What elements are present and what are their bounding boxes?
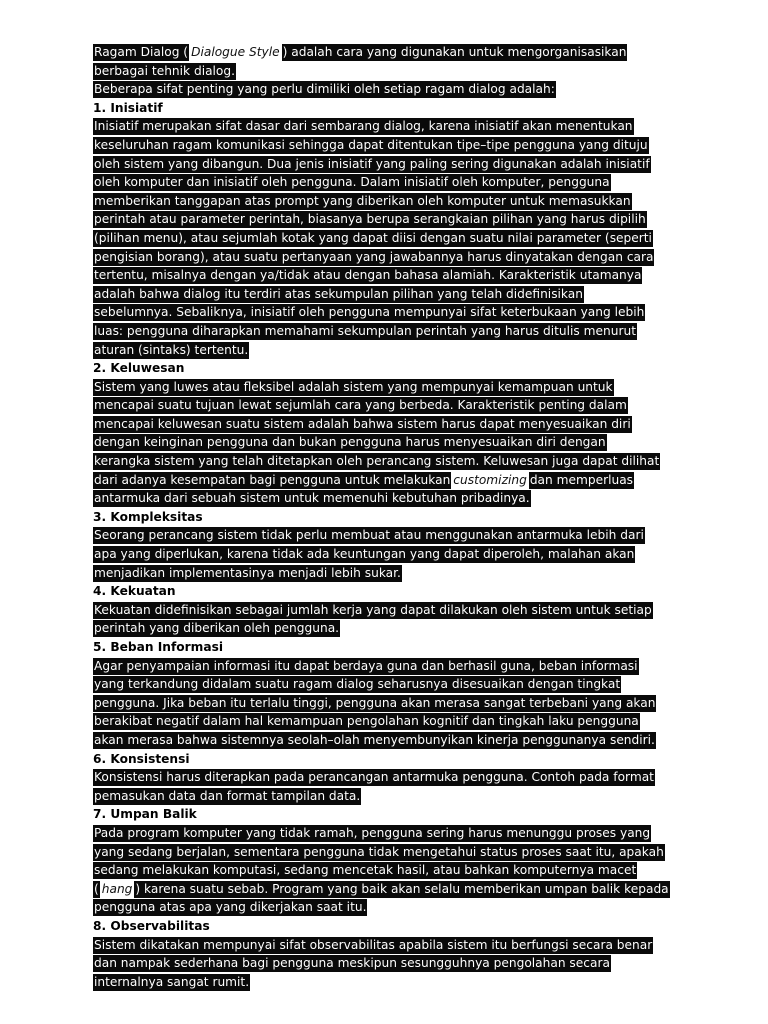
section-heading [93, 917, 673, 936]
paragraph-line [93, 731, 673, 750]
intro-text: Beberapa sifat penting yang perlu dimiliki oleh setiap ragam dialog adalah: [94, 82, 555, 97]
section-heading-text: 5. Beban Informasi [93, 640, 224, 654]
document-body [93, 43, 673, 991]
paragraph-text: pengisian borang), atau suatu pertanyaan yang jawabannya harus dinyatakan dengan cara [94, 249, 654, 264]
paragraph-text: keseluruhan ragam komunikasi sehingga dapat ditentukan tipe–tipe pengguna yang dituju [94, 137, 648, 152]
paragraph-line [93, 619, 673, 638]
intro-line [93, 62, 673, 81]
paragraph-line [93, 898, 673, 917]
intro-line [93, 43, 673, 62]
section-heading-text: 4. Kekuatan [93, 584, 176, 599]
paragraph-text: perintah atau parameter perintah, biasanya berupa serangkaian pilihan yang harus dipilih [94, 212, 646, 227]
paragraph-line [93, 880, 673, 899]
paragraph-text: sebelumnya. Sebaliknya, inisiatif oleh pengguna mempunyai sifat keterbukaan yang lebih [94, 305, 645, 320]
section-heading-text: 1. Inisiatif [93, 100, 163, 115]
paragraph-text: adalah bahwa dialog itu terdiri atas sekumpulan pilihan yang telah didefinisikan [94, 286, 583, 301]
paragraph-text: Sistem yang luwes atau fleksibel adalah sistem yang mempunyai kemampuan untuk [94, 379, 613, 394]
paragraph-line [93, 173, 673, 192]
paragraph-line [93, 155, 673, 174]
paragraph-text: berakibat negatif dalam hal kemampuan pengolahan kognitif dan tingkah laku pengguna [94, 714, 639, 729]
paragraph-text: dan nampak sederhana bagi pengguna meskipun sesungguhnya pengolahan secara [94, 956, 610, 971]
paragraph-text: tertentu, misalnya dengan ya/tidak atau dengan bahasa alamiah. Karakteristik utamanya [94, 268, 642, 283]
paragraph-line [93, 229, 673, 248]
paragraph-line [93, 266, 673, 285]
paragraph-text: oleh sistem yang dibangun. Dua jenis inisiatif yang paling sering digunakan adalah inisiatif [94, 156, 650, 171]
section-heading-text: 2. Keluwesan [93, 361, 185, 376]
paragraph-line [93, 526, 673, 545]
paragraph-line [93, 675, 673, 694]
section-heading [93, 805, 673, 824]
paragraph-line [93, 452, 673, 471]
paragraph-text: apa yang diperlukan, karena tidak ada keuntungan yang dapat diperoleh, malahan akan [94, 547, 635, 562]
paragraph-text: yang terkandung didalam suatu ragam dialog seharusnya disesuaikan dengan tingkat [94, 677, 621, 692]
paragraph-line [93, 433, 673, 452]
paragraph-text: dari adanya kesempatan bagi pengguna untuk melakukan [94, 472, 451, 487]
paragraph-text: memberikan tanggapan atas prompt yang diberikan oleh komputer untuk memasukkan [94, 193, 631, 208]
paragraph-line [93, 861, 673, 880]
paragraph-text: dan memperluas [529, 472, 634, 487]
paragraph-text: luas: pengguna diharapkan memahami sekumpulan perintah yang harus ditulis menurut [94, 323, 636, 338]
paragraph-text: sedang melakukan komputasi, sedang mencetak hasil, atau bahkan komputernya macet [94, 863, 637, 878]
paragraph-line [93, 712, 673, 731]
section-heading [93, 638, 673, 657]
paragraph-text: aturan (sintaks) tertentu. [94, 342, 249, 357]
italic-term: hang [100, 880, 135, 899]
paragraph-line [93, 843, 673, 862]
paragraph-line [93, 787, 673, 806]
paragraph-line [93, 601, 673, 620]
intro-line [93, 80, 673, 99]
section-heading [93, 582, 673, 601]
paragraph-text: antarmuka dari sebuah sistem untuk memenuhi kebutuhan pribadinya. [94, 491, 530, 506]
paragraph-text: pemasukan data dan format tampilan data. [94, 788, 361, 803]
paragraph-text: Pada program komputer yang tidak ramah, pengguna sering harus menunggu proses yang [94, 825, 651, 840]
section-heading [93, 359, 673, 378]
paragraph-line [93, 322, 673, 341]
paragraph-line [93, 489, 673, 508]
paragraph-text: mencapai keluwesan suatu sistem adalah bahwa sistem harus dapat menyesuaikan diri [94, 416, 631, 431]
paragraph-line [93, 824, 673, 843]
paragraph-line [93, 973, 673, 992]
section-heading [93, 508, 673, 527]
paragraph-text: (pilihan menu), atau sejumlah kotak yang dapat diisi dengan suatu nilai parameter (seperti [94, 230, 652, 245]
paragraph-line [93, 415, 673, 434]
paragraph-text: pengguna atas apa yang dikerjakan saat itu. [94, 900, 367, 915]
intro-text: berbagai tehnik dialog. [94, 63, 236, 78]
paragraph-text: menjadikan implementasinya menjadi lebih sukar. [94, 565, 401, 580]
paragraph-text: pengguna. Jika beban itu terlalu tinggi, pengguna akan merasa sangat terbebani yang akan [94, 695, 656, 710]
section-heading-text: 6. Konsistensi [93, 751, 190, 766]
paragraph-line [93, 285, 673, 304]
paragraph-line [93, 545, 673, 564]
paragraph-text: internalnya sangat rumit. [94, 974, 250, 989]
section-heading-text: 7. Umpan Balik [93, 807, 197, 822]
paragraph-text: yang sedang berjalan, sementara pengguna tidak mengetahui status proses saat itu, apakah [94, 844, 664, 859]
paragraph-line [93, 341, 673, 360]
section-heading [93, 99, 673, 118]
paragraph-text: perintah yang diberikan oleh pengguna. [94, 621, 340, 636]
paragraph-line [93, 117, 673, 136]
paragraph-text: Sistem dikatakan mempunyai sifat observabilitas apabila sistem itu berfungsi secara benar [94, 937, 653, 952]
paragraph-line [93, 768, 673, 787]
paragraph-line [93, 657, 673, 676]
italic-term: customizing [451, 471, 529, 490]
paragraph-text: oleh komputer dan inisiatif oleh pengguna. Dalam inisiatif oleh komputer, pengguna [94, 175, 610, 190]
paragraph-text: Inisiatif merupakan sifat dasar dari sembarang dialog, karena inisiatif akan menentukan [94, 119, 633, 134]
paragraph-line [93, 210, 673, 229]
paragraph-text: Seorang perancang sistem tidak perlu membuat atau menggunakan antarmuka lebih dari [94, 528, 644, 543]
intro-text-after: ) adalah cara yang digunakan untuk mengorganisasikan [282, 45, 627, 59]
paragraph-line [93, 136, 673, 155]
intro-text-before: Ragam Dialog ( [94, 45, 189, 59]
section-heading [93, 750, 673, 769]
paragraph-text: kerangka sistem yang telah ditetapkan oleh perancang sistem. Keluwesan juga dapat dilihat [94, 454, 660, 469]
paragraph-text: Konsistensi harus diterapkan pada perancangan antarmuka pengguna. Contoh pada format [94, 770, 654, 785]
paragraph-line [93, 936, 673, 955]
paragraph-line [93, 396, 673, 415]
paragraph-text: Agar penyampaian informasi itu dapat berdaya guna dan berhasil guna, beban informasi [94, 658, 638, 673]
paragraph-text: Kekuatan didefinisikan sebagai jumlah kerja yang dapat dilakukan oleh sistem untuk setiap [94, 602, 652, 617]
paragraph-line [93, 192, 673, 211]
intro-italic-term: Dialogue Style [189, 43, 282, 62]
paragraph-text: ) karena suatu sebab. Program yang baik akan selalu memberikan umpan balik kepada [135, 881, 669, 896]
paragraph-line [93, 954, 673, 973]
section-heading-text: 8. Observabilitas [93, 918, 210, 933]
paragraph-line [93, 248, 673, 267]
paragraph-line [93, 694, 673, 713]
paragraph-text: mencapai suatu tujuan lewat sejumlah cara yang berbeda. Karakteristik penting dalam [94, 398, 627, 413]
section-heading-text: 3. Kompleksitas [93, 509, 203, 524]
paragraph-line [93, 564, 673, 583]
paragraph-line [93, 471, 673, 490]
paragraph-line [93, 378, 673, 397]
paragraph-line [93, 303, 673, 322]
paragraph-text: ( [94, 881, 99, 896]
paragraph-text: dengan keinginan pengguna dan bukan pengguna harus menyesuaikan diri dengan [94, 435, 606, 450]
paragraph-text: akan merasa bahwa sistemnya seolah–olah menyembunyikan kinerja penggunanya sendiri. [94, 732, 655, 747]
